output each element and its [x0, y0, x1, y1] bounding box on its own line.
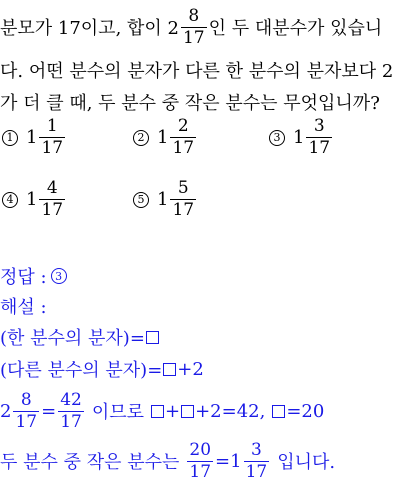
blank-box [146, 331, 159, 344]
option-3[interactable] [269, 118, 334, 157]
fraction [39, 180, 65, 219]
numerator: 3 [250, 439, 262, 460]
denominator: 17 [172, 138, 195, 158]
fraction [13, 389, 39, 432]
denominator: 17 [15, 411, 38, 432]
numerator: 5 [177, 178, 189, 198]
option-whole: 1 [26, 189, 38, 210]
numerator: 42 [60, 389, 82, 410]
option-whole: 1 [293, 127, 305, 148]
mixed-whole: 2 [0, 400, 12, 422]
fraction [306, 118, 332, 157]
problem-text: 가 더 클 때, 두 분수 중 작은 분수는 무엇입니까? [0, 93, 380, 114]
problem-line-1 [0, 4, 382, 50]
solution-label-text: 해설 : [0, 297, 47, 318]
option-1[interactable] [2, 118, 67, 157]
option-5[interactable] [133, 180, 198, 219]
problem-line-3 [0, 88, 380, 116]
numerator: 8 [20, 389, 32, 410]
solution-line-4 [0, 438, 335, 484]
problem-line-2 [0, 56, 393, 84]
solution-label [0, 293, 47, 319]
solution-text: 이므로 [91, 402, 144, 423]
numerator: 3 [313, 116, 325, 136]
option-whole: 1 [157, 127, 169, 148]
solution-line-3 [0, 388, 324, 434]
denominator: 17 [41, 138, 64, 158]
option-whole: 1 [157, 189, 169, 210]
option-number-mark: 2 [133, 130, 149, 146]
solution-text: =20 [286, 400, 325, 422]
numerator: 1 [46, 116, 58, 136]
option-number-mark: 5 [133, 192, 149, 208]
option-number-mark: 1 [2, 130, 18, 146]
problem-text: 인 두 대분수가 있습니 [208, 18, 383, 39]
blank-box [272, 405, 285, 418]
answer-number-mark: 3 [51, 268, 67, 284]
blank-box [181, 405, 194, 418]
fraction [58, 389, 84, 432]
blank-box [163, 363, 176, 376]
option-number-mark: 4 [2, 192, 18, 208]
solution-text: +2 [177, 358, 204, 380]
denominator: 17 [60, 411, 82, 432]
solution-text: 두 분수 중 작은 분수는 [0, 452, 180, 473]
fraction [39, 118, 65, 157]
numerator: 20 [189, 439, 212, 460]
solution-text: (다른 분수의 분자)= [0, 360, 163, 381]
fraction [181, 5, 207, 48]
fraction [170, 118, 196, 157]
solution-text: +2=42, [195, 400, 266, 422]
denominator: 17 [182, 27, 205, 48]
blank-box [151, 405, 164, 418]
option-whole: 1 [26, 127, 38, 148]
solution-line-2 [0, 356, 204, 382]
denominator: 17 [245, 461, 268, 482]
denominator: 17 [189, 461, 212, 482]
fraction [170, 180, 196, 219]
solution-text: =1 [215, 450, 242, 472]
option-2[interactable] [133, 118, 198, 157]
fraction [244, 439, 270, 482]
solution-text: (한 분수의 분자)= [0, 328, 145, 349]
equals-sign: = [41, 400, 57, 422]
problem-text: 다. 어떤 분수의 분자가 다른 한 분수의 분자보다 2 [0, 61, 394, 82]
answer-label: 정답 : [0, 267, 47, 288]
numerator: 2 [177, 116, 189, 136]
answer-line [0, 263, 75, 289]
problem-text: 분모가 17이고, 합이 2 [0, 18, 179, 39]
plus-sign: + [165, 400, 181, 422]
denominator: 17 [172, 200, 195, 220]
option-number-mark: 3 [269, 130, 285, 146]
fraction [187, 439, 213, 482]
solution-text: 입니다. [277, 452, 336, 473]
denominator: 17 [41, 200, 64, 220]
denominator: 17 [308, 138, 331, 158]
solution-line-1 [0, 324, 160, 350]
numerator: 4 [46, 178, 58, 198]
option-4[interactable] [2, 180, 67, 219]
numerator: 8 [188, 5, 200, 26]
